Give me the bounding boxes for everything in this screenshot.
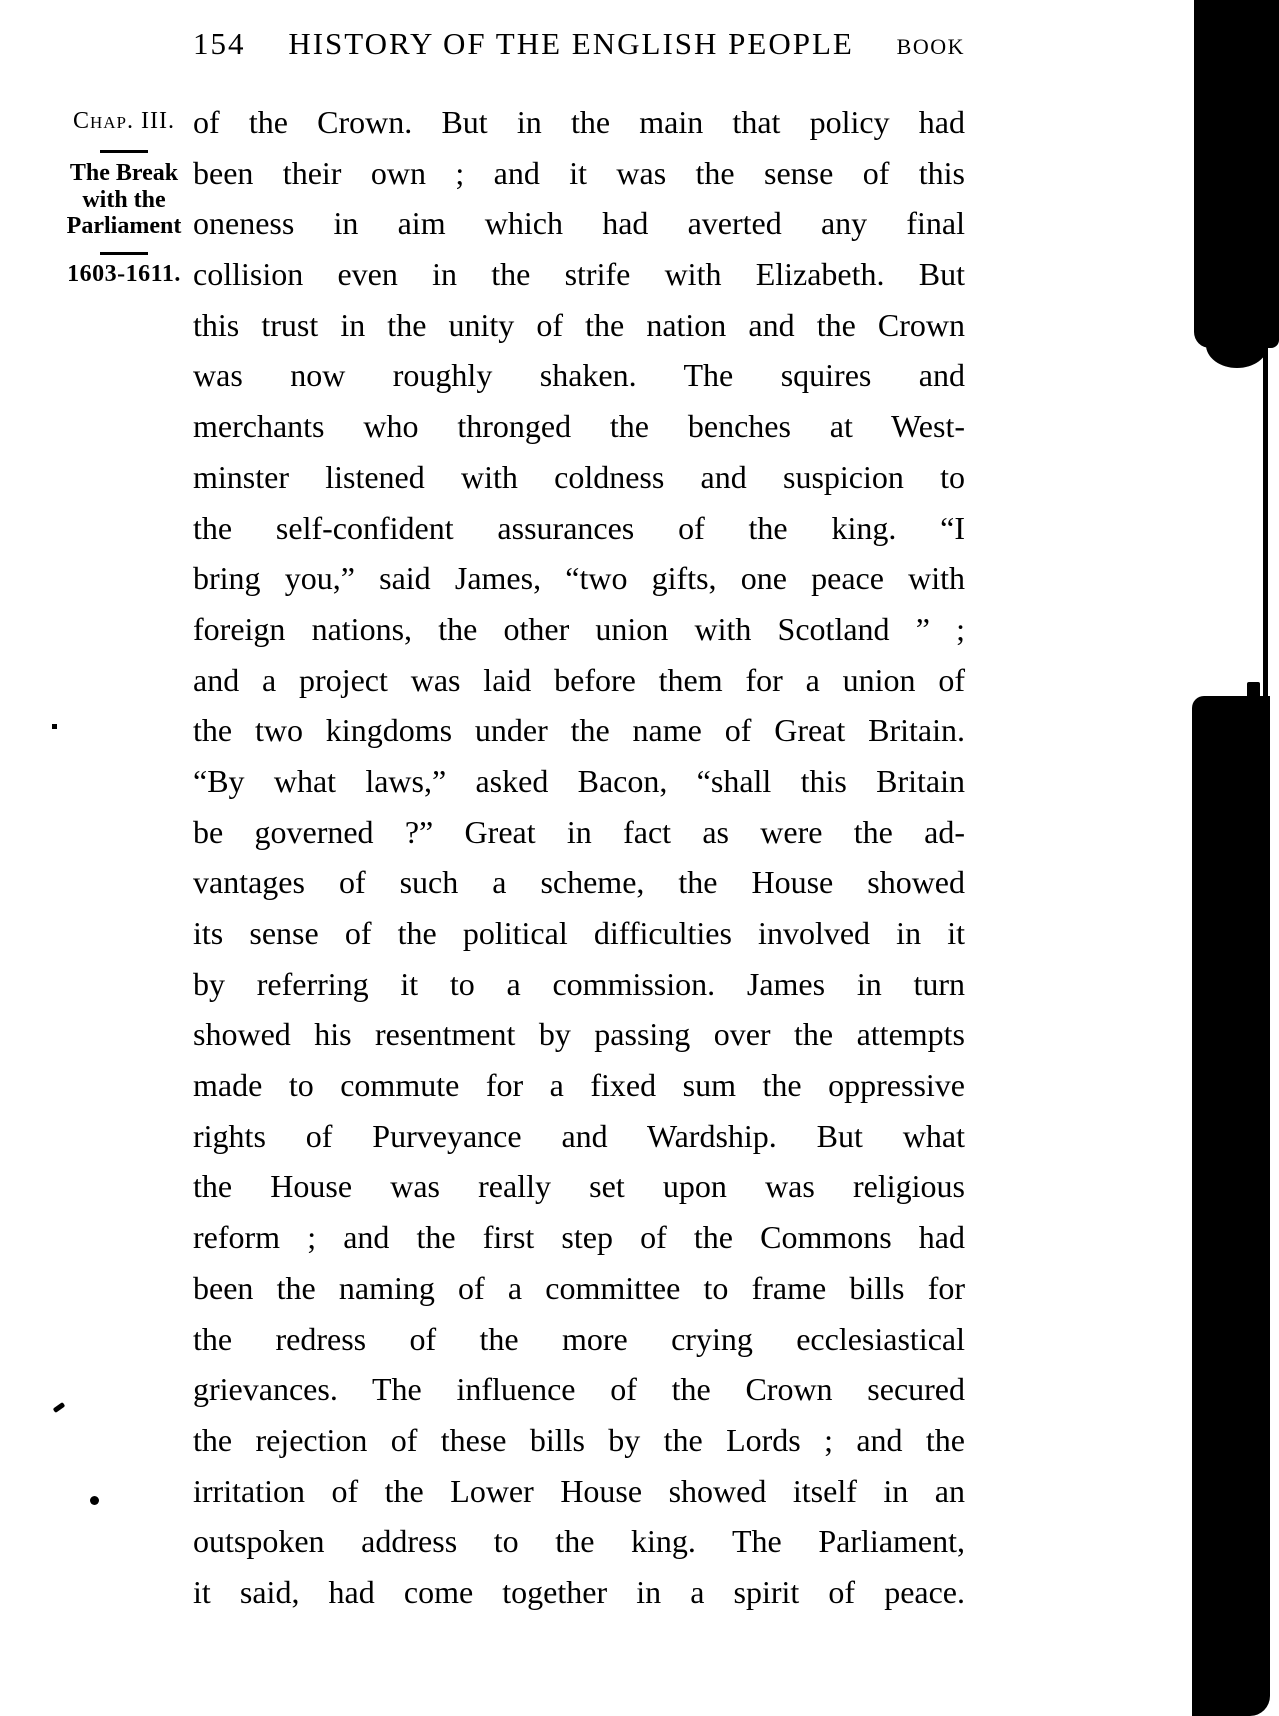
page-number: 154 [193,26,246,61]
body-text-line: its sense of the political difficulties involved in it [193,915,965,951]
body-text-line: “By what laws,” asked Bacon, “shall this Britain [193,762,965,799]
body-text-line: this trust in the unity of the nation and the Crown [193,306,965,343]
margin-note-line: Parliament [66,213,182,239]
ink-speck [90,1496,99,1505]
divider-rule [100,252,148,255]
body-text-line: bring you,” said James, “two gifts, one peace with [193,560,965,597]
scan-artifact-top-band-edge [1206,322,1268,368]
body-text-line: oneness in aim which had averted any final [193,205,965,242]
body-text-line: collision even in the strife with Elizabeth. But [193,256,965,293]
divider-rule [100,150,148,153]
body-text-line: be governed ?” Great in fact as were the ad- [193,813,965,850]
body-text-line: rights of Purveyance and Wardship. But what [193,1117,965,1154]
body-text-line: merchants who thronged the benches at West- [193,408,965,445]
body-text-block [193,97,965,1618]
body-text-line: it said, had come together in a spirit of peace. [193,1573,965,1610]
scan-artifact-top-band [1194,0,1279,348]
body-text-line: the redress of the more crying ecclesiastical [193,1320,965,1357]
margin-note-subject [38,160,210,240]
ink-speck [53,1402,66,1413]
margin-note-line: The Break [69,160,179,186]
body-text-line: showed his resentment by passing over the attempts [193,1016,965,1053]
body-text-line: the rejection of these bills by the Lords ; and the [193,1421,965,1458]
body-text-line: reform ; and the first step of the Commons had [193,1219,965,1256]
body-text-line: made to commute for a fixed sum the oppressive [193,1067,965,1104]
body-text-line: grievances. The influence of the Crown secured [193,1371,965,1408]
body-text-line: and a project was laid before them for a union of [193,661,965,698]
body-text-line: by referring it to a commission. James in turn [193,965,965,1002]
body-text-line: the self-confident assurances of the king. “I [193,509,965,546]
scan-artifact-bottom-band [1192,696,1270,1716]
margin-note-line: with the [82,186,166,213]
margin-note-dates: 1603-1611. [67,261,181,287]
running-header [193,26,965,62]
ink-speck [52,724,57,729]
body-text-line: the House was really set upon was religious [193,1168,965,1205]
scan-artifact-edge-line [1263,340,1268,700]
book-label: BOOK [896,34,965,59]
body-text-line: been the naming of a committee to frame bills for [193,1269,965,1306]
chapter-heading: Chap. III. [73,108,175,134]
body-text-line: vantages of such a scheme, the House showed [193,864,965,901]
running-title: HISTORY OF THE ENGLISH PEOPLE [288,26,854,61]
body-text-line: was now roughly shaken. The squires and [193,357,965,394]
body-text-line: of the Crown. But in the main that policy had [193,104,965,140]
body-text-line: the two kingdoms under the name of Great Britain. [193,712,965,749]
body-text-line: irritation of the Lower House showed itself in an [193,1472,965,1509]
body-text-line: foreign nations, the other union with Scotland ” ; [193,610,965,647]
body-text-line: outspoken address to the king. The Parliament, [193,1523,965,1560]
body-text-line: minster listened with coldness and suspicion to [193,458,965,495]
body-text-line: been their own ; and it was the sense of this [193,154,965,191]
